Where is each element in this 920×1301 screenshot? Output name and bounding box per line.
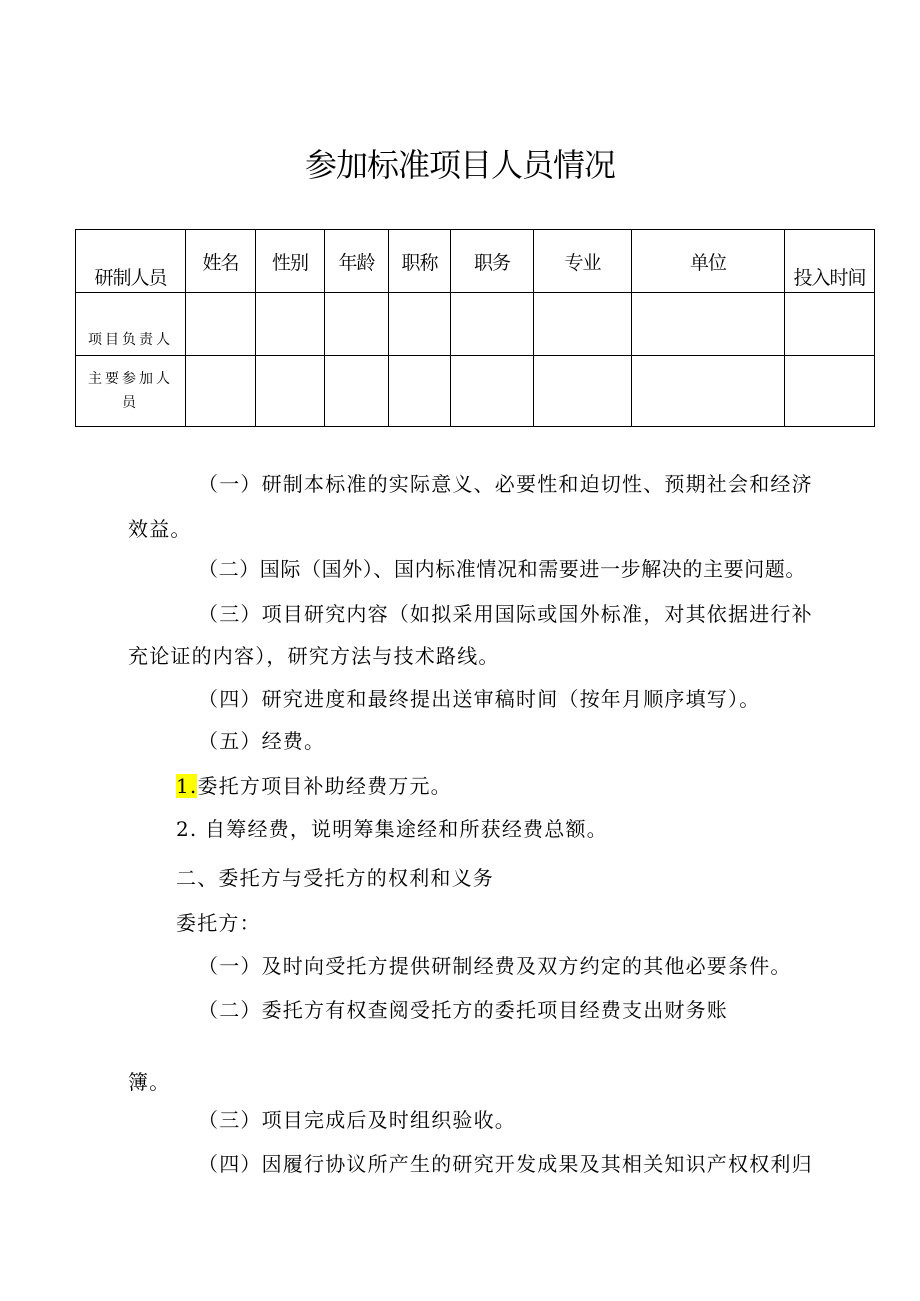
- duty-1: （一）及时向受托方提供研制经费及双方约定的其他必要条件。: [198, 954, 792, 978]
- table-cell[interactable]: [186, 293, 256, 356]
- row-label-participants: [76, 356, 186, 427]
- header-staff: 研制人员: [76, 230, 186, 293]
- duty-2-cont: 簿。: [128, 1070, 171, 1094]
- personnel-table: [75, 229, 875, 427]
- item-number-highlight: 1.: [176, 774, 198, 798]
- table-cell[interactable]: [256, 356, 325, 427]
- table-row: [76, 356, 875, 427]
- funding-item-2: 2. 自筹经费，说明筹集途经和所获经费总额。: [176, 817, 608, 841]
- row-label-leader: 项目负责人: [76, 293, 186, 356]
- header-unit: 单位: [632, 230, 785, 293]
- paragraph-3-cont: 充论证的内容），研究方法与技术路线。: [128, 644, 500, 668]
- paragraph-1-cont: 效益。: [128, 517, 192, 541]
- header-major: 专业: [534, 230, 632, 293]
- paragraph-1: （一）研制本标准的实际意义、必要性和迫切性、预期社会和经济: [198, 472, 813, 496]
- table-cell[interactable]: [534, 293, 632, 356]
- table-header-row: [76, 230, 875, 293]
- table-cell[interactable]: [451, 356, 534, 427]
- duty-2: （二）委托方有权查阅受托方的委托项目经费支出财务账: [198, 998, 728, 1022]
- table-cell[interactable]: [256, 293, 325, 356]
- table-cell[interactable]: [632, 356, 785, 427]
- item-text: 委托方项目补助经费万元。: [197, 774, 452, 798]
- header-age: 年龄: [325, 230, 389, 293]
- table-cell[interactable]: [785, 293, 875, 356]
- duty-3: （三）项目完成后及时组织验收。: [198, 1108, 516, 1132]
- header-name: 姓名: [186, 230, 256, 293]
- paragraph-5: （五）经费。: [198, 729, 326, 753]
- funding-item-1: [176, 770, 452, 799]
- table-cell[interactable]: [534, 356, 632, 427]
- paragraph-3: （三）项目研究内容（如拟采用国际或国外标准，对其依据进行补: [198, 602, 813, 626]
- duty-4: （四）因履行协议所产生的研究开发成果及其相关知识产权权利归: [198, 1152, 813, 1176]
- table-cell[interactable]: [389, 293, 451, 356]
- table-cell[interactable]: [325, 293, 389, 356]
- header-position: 职务: [451, 230, 534, 293]
- section-heading-2: 二、委托方与受托方的权利和义务: [176, 866, 494, 890]
- table-cell[interactable]: [389, 356, 451, 427]
- table-row: [76, 293, 875, 356]
- header-title: 职称: [389, 230, 451, 293]
- table-cell[interactable]: [451, 293, 534, 356]
- row-label-line: 主要参加人: [88, 371, 173, 387]
- header-time: 投入时间: [785, 230, 875, 293]
- table-cell[interactable]: [325, 356, 389, 427]
- paragraph-4: （四）研究进度和最终提出送审稿时间（按年月顺序填写）。: [198, 687, 761, 711]
- table-cell[interactable]: [186, 356, 256, 427]
- paragraph-2: （二）国际（国外）、国内标准情况和需要进一步解决的主要问题。: [198, 557, 806, 581]
- party-label: 委托方：: [176, 911, 261, 935]
- header-gender: 性别: [256, 230, 325, 293]
- table-cell[interactable]: [632, 293, 785, 356]
- table-cell[interactable]: [785, 356, 875, 427]
- page-title: 参加标准项目人员情况: [304, 146, 615, 184]
- row-label-line: 员: [122, 395, 139, 411]
